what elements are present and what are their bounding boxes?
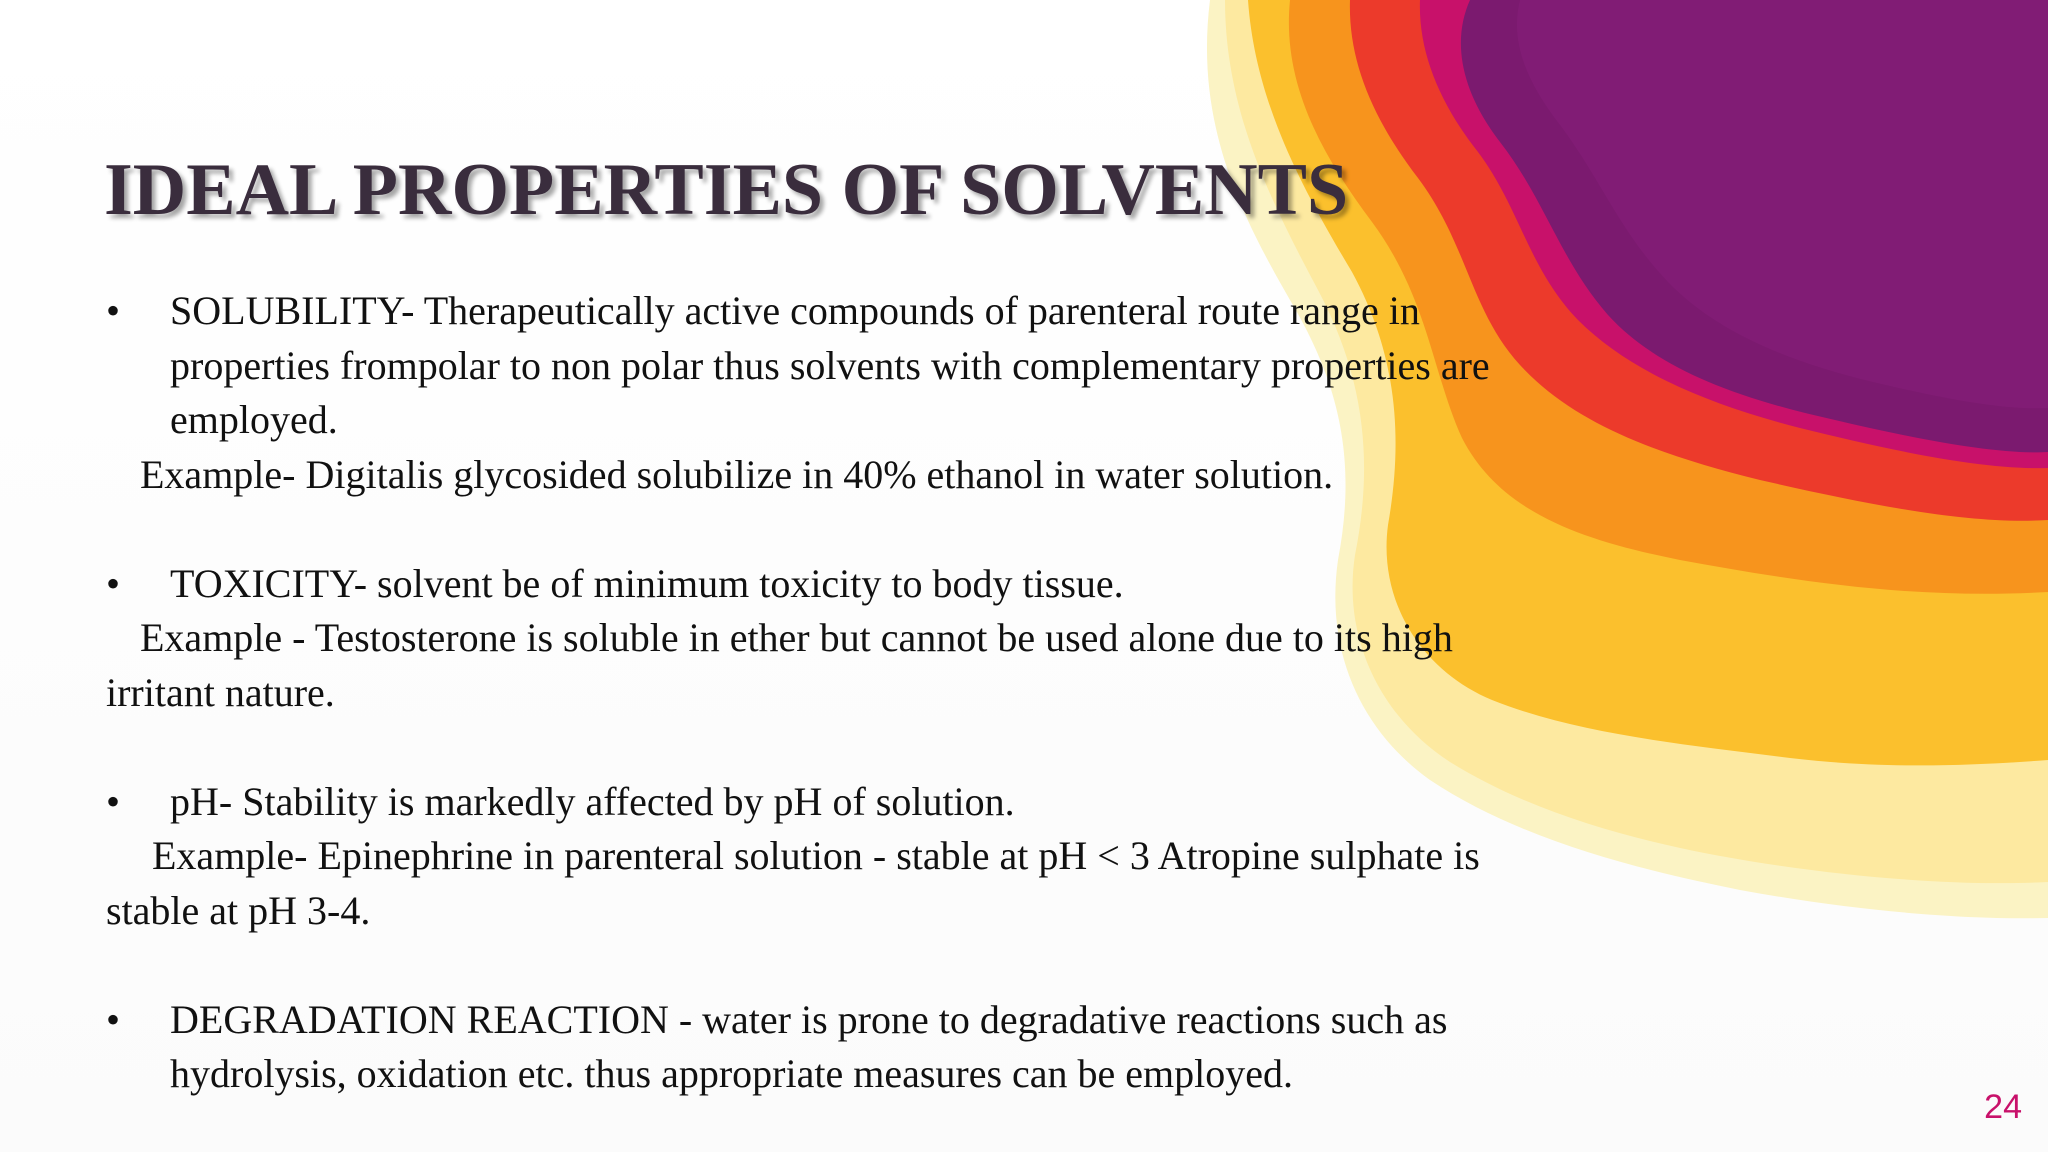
solubility-example: Example- Digitalis glycosided solubilize in 40% ethanol in water solution.: [140, 451, 1334, 497]
slide-content: [106, 284, 1806, 1102]
toxicity-line-1: TOXICITY- solvent be of minimum toxicity to body tissue.: [170, 560, 1124, 606]
bullet-degradation: [106, 993, 1806, 1102]
toxicity-example-line-1: Example - Testosterone is soluble in ether but cannot be used alone due to its high: [140, 615, 1453, 660]
solubility-line-3: employed.: [170, 397, 338, 442]
bullet-icon: •: [106, 778, 121, 824]
degradation-line-2: hydrolysis, oxidation etc. thus appropriate measures can be employed.: [170, 1051, 1294, 1096]
degradation-line-1: DEGRADATION REACTION - water is prone to degradative reactions such as: [170, 996, 1448, 1042]
ph-example-line-2: stable at pH 3-4.: [106, 887, 371, 933]
bullet-solubility: [106, 284, 1806, 448]
bullet-icon: •: [106, 560, 121, 606]
bullet-toxicity: [106, 557, 1806, 612]
solubility-line-2: properties frompolar to non polar thus solvents with complementary properties are: [170, 342, 1490, 388]
spacer: [106, 938, 1806, 993]
ph-line-1: pH- Stability is markedly affected by pH of solution.: [170, 778, 1015, 824]
page-number: 24: [1984, 1088, 2022, 1126]
bullet-icon: •: [106, 996, 121, 1042]
bullet-ph: [106, 775, 1806, 830]
bullet-icon: •: [106, 288, 121, 333]
toxicity-example-line-2: irritant nature.: [106, 669, 335, 715]
ph-example-line-1: Example- Epinephrine in parenteral solution - stable at pH < 3 Atropine sulphate is: [152, 833, 1480, 878]
spacer: [106, 502, 1806, 557]
solubility-line-1: SOLUBILITY- Therapeutically active compounds of parenteral route range in: [170, 288, 1420, 333]
spacer: [106, 720, 1806, 775]
slide-title: IDEAL PROPERTIES OF SOLVENTS: [104, 149, 1349, 231]
